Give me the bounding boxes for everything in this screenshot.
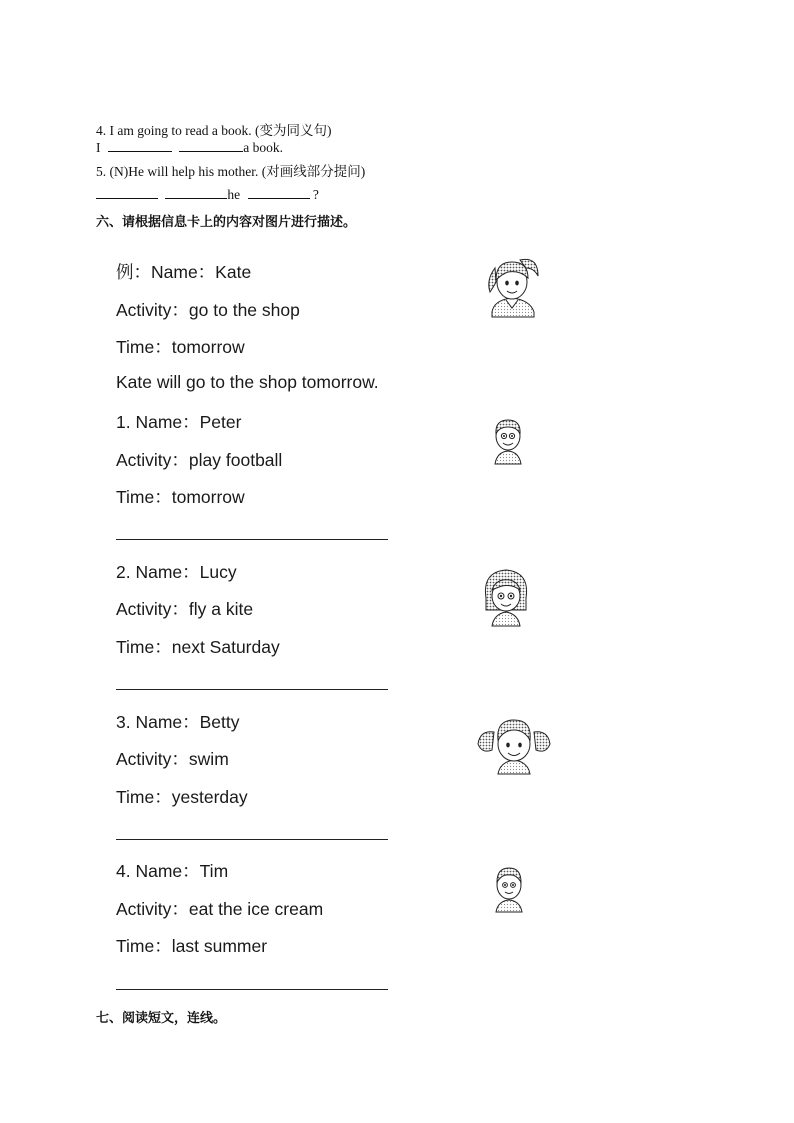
answer-blank[interactable] <box>108 139 172 152</box>
example-activity: Activity：go to the shop <box>116 300 300 320</box>
card-3-name: 3. Name：Betty <box>116 712 240 732</box>
card-1-name: 1. Name：Peter <box>116 412 242 432</box>
kate-girl-picture <box>482 254 542 318</box>
card-3-time: Time：yesterday <box>116 787 248 807</box>
card-4-answer-line[interactable] <box>116 989 388 990</box>
answer-suffix: a book. <box>243 140 283 155</box>
answer-blank[interactable] <box>165 186 227 199</box>
card-3-answer-line[interactable] <box>116 839 388 840</box>
card-1-time: Time：tomorrow <box>116 487 245 507</box>
card-4-activity: Activity：eat the ice cream <box>116 899 324 919</box>
answer-blank[interactable] <box>179 139 243 152</box>
peter-boy-picture <box>487 414 529 466</box>
card-1-answer-line[interactable] <box>116 539 388 540</box>
answer-blank[interactable] <box>96 186 158 199</box>
answer-prefix: I <box>96 140 101 155</box>
answer-end: ? <box>312 187 319 202</box>
question-5-text: 5. (N)He will help his mother. (对画线部分提问) <box>96 164 366 179</box>
betty-girl-picture <box>476 714 552 776</box>
card-4-name: 4. Name：Tim <box>116 861 229 881</box>
card-2-answer-line[interactable] <box>116 689 388 690</box>
example-name: 例：Name：Kate <box>116 262 252 282</box>
card-2-activity: Activity：fly a kite <box>116 599 254 619</box>
tim-boy-picture <box>488 864 530 914</box>
card-2-time: Time：next Saturday <box>116 637 280 657</box>
card-2-name: 2. Name：Lucy <box>116 562 237 582</box>
card-3-activity: Activity：swim <box>116 749 229 769</box>
example-sentence: Kate will go to the shop tomorrow. <box>116 372 379 392</box>
question-4-answer <box>96 139 283 156</box>
answer-mid: he <box>227 187 241 202</box>
question-4-text: 4. I am going to read a book. (变为同义句) <box>96 123 332 138</box>
card-4-time: Time：last summer <box>116 936 268 956</box>
section-6-heading: 六、请根据信息卡上的内容对图片进行描述。 <box>96 215 357 230</box>
section-7-heading: 七、阅读短文，连线。 <box>96 1011 227 1026</box>
example-time: Time：tomorrow <box>116 337 245 357</box>
lucy-girl-picture <box>480 566 532 628</box>
question-5-answer <box>96 186 319 203</box>
answer-blank[interactable] <box>248 186 310 199</box>
card-1-activity: Activity：play football <box>116 450 283 470</box>
